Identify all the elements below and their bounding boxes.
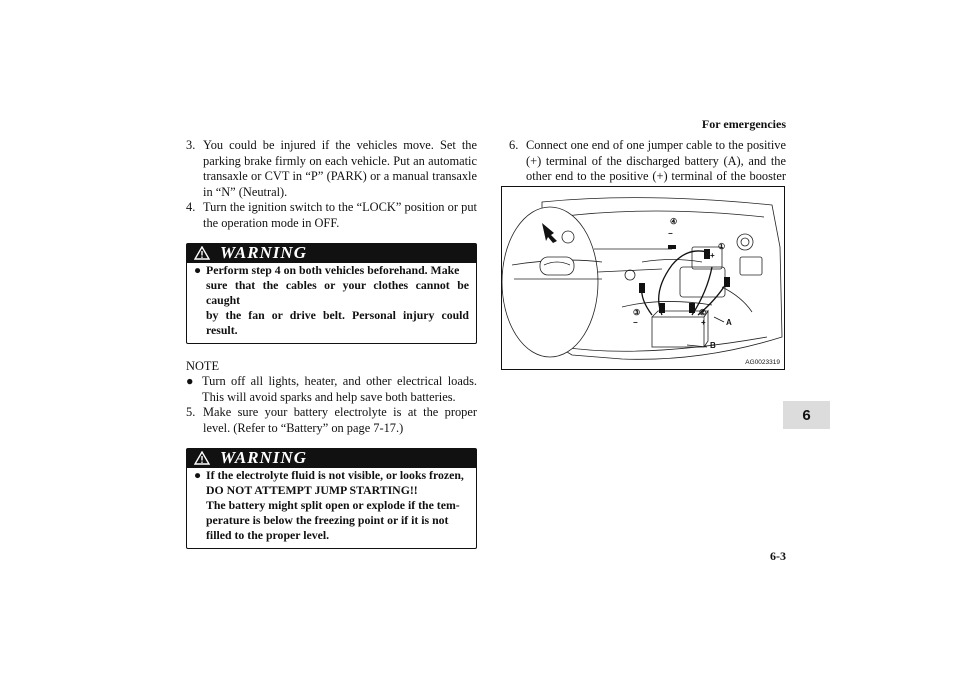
warning-box bbox=[186, 448, 477, 549]
warning-line: DO NOT ATTEMPT JUMP STARTING!! bbox=[206, 482, 418, 497]
bullet: ● bbox=[186, 374, 194, 389]
warning-item bbox=[187, 263, 476, 339]
minus-sign: − bbox=[633, 318, 638, 327]
bullet: ● bbox=[194, 467, 202, 482]
warning-line: filled to the proper level. bbox=[206, 528, 330, 543]
warning-line: sure that the cables or your clothes cannot be caught bbox=[206, 277, 469, 307]
note-item bbox=[186, 374, 477, 405]
warning-box bbox=[186, 243, 477, 344]
warning-title: WARNING bbox=[220, 243, 307, 263]
warning-line: If the electrolyte fluid is not visible, or looks frozen, bbox=[206, 467, 464, 482]
step-5 bbox=[186, 405, 477, 436]
warning-item bbox=[187, 468, 476, 544]
callout-4: ④ bbox=[670, 217, 678, 226]
warning-title: WARNING bbox=[220, 448, 307, 468]
warning-header bbox=[187, 449, 476, 468]
step-number: 5. bbox=[186, 405, 196, 420]
callout-2: ② bbox=[699, 308, 707, 317]
warning-line: perature is below the freezing point or if it is not bbox=[206, 513, 449, 528]
section-header: For emergencies bbox=[701, 117, 786, 131]
step-4 bbox=[186, 200, 477, 231]
callout-1: ① bbox=[718, 242, 726, 251]
minus-sign: − bbox=[668, 229, 673, 238]
step-number: 3. bbox=[186, 138, 196, 152]
chapter-tab: 6 bbox=[783, 401, 830, 429]
step-text: Make sure your battery electrolyte is at the proper level. (Refer to “Battery” on page 7-17.) bbox=[203, 405, 477, 435]
label-a: A bbox=[726, 318, 732, 327]
note-title: NOTE bbox=[186, 358, 220, 373]
step-number: 4. bbox=[186, 200, 196, 215]
step-text: Connect one end of one jumper cable to the positive (+) terminal of the discharged battery (A), and the other end to the positive (+) terminal of the booster bbox=[526, 138, 786, 184]
page-number: 6-3 bbox=[770, 549, 786, 563]
jump-start-illustration bbox=[501, 186, 785, 370]
warning-line: Perform step 4 on both vehicles beforehand. Make bbox=[206, 262, 460, 277]
bullet: ● bbox=[194, 262, 202, 277]
warning-text bbox=[206, 263, 469, 339]
warning-text bbox=[206, 468, 469, 544]
warning-line: by the fan or drive belt. Personal injury could result. bbox=[206, 308, 469, 338]
warning-triangle-icon bbox=[194, 451, 210, 465]
callout-3: ③ bbox=[633, 308, 641, 317]
label-b: B bbox=[710, 341, 716, 350]
step-text: Turn the ignition switch to the “LOCK” position or put the operation mode in OFF. bbox=[203, 200, 477, 230]
plus-sign: + bbox=[701, 318, 706, 327]
step-number: 6. bbox=[509, 138, 519, 152]
engine-bay-drawing bbox=[502, 187, 784, 369]
warning-triangle-icon bbox=[194, 246, 210, 260]
warning-header bbox=[187, 244, 476, 263]
note-text: Turn off all lights, heater, and other electrical loads. This will avoid sparks and help save both batteries. bbox=[202, 374, 477, 404]
plus-sign: + bbox=[710, 251, 715, 260]
step-3 bbox=[186, 138, 477, 200]
warning-line: The battery might split open or explode if the tem- bbox=[206, 497, 460, 512]
left-column bbox=[186, 138, 477, 549]
figure-code: AG0023319 bbox=[745, 359, 780, 366]
step-text: You could be injured if the vehicles move. Set the parking brake firmly on each vehicle. Put an automatic transaxle or CVT in “P” (PARK) or a manual transaxle in “N” (Neutral). bbox=[203, 138, 477, 199]
